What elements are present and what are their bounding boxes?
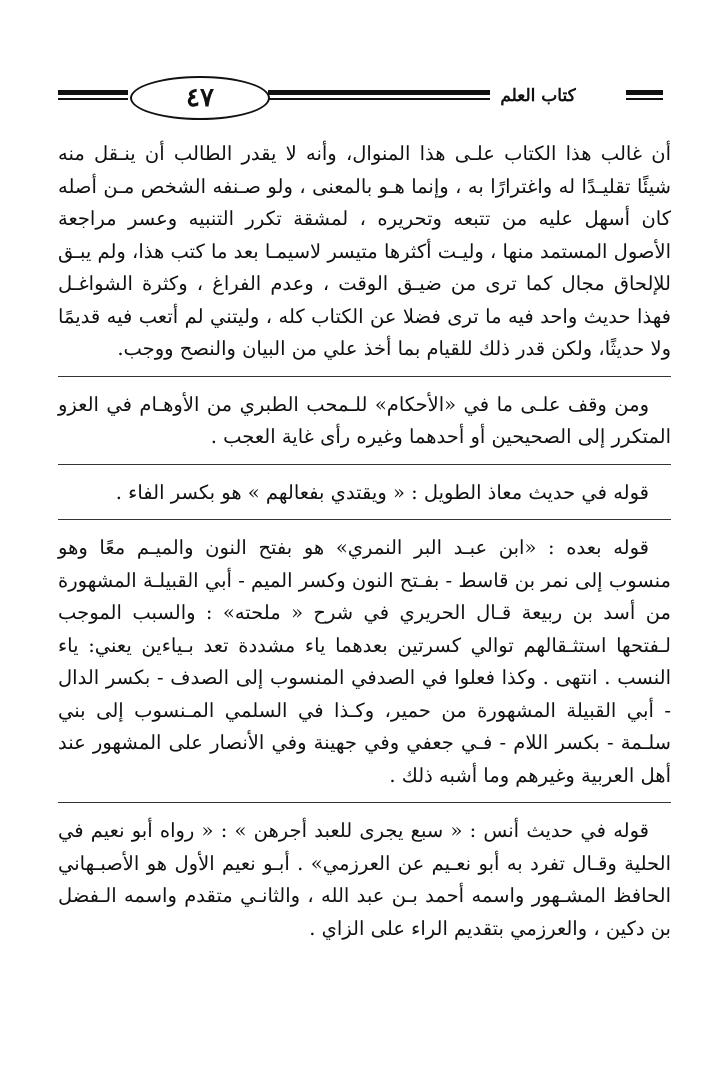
header-rule-left bbox=[58, 90, 128, 95]
page-header bbox=[58, 72, 663, 124]
paragraph-3: قوله في حديث معاذ الطويل : « ويقتدي بفعالهم » هو بكسر الفاء . bbox=[115, 480, 649, 504]
book-title: كتاب العلم bbox=[500, 86, 576, 106]
page-number-badge: ٤٧ bbox=[130, 76, 270, 120]
header-rule-right-thin bbox=[626, 98, 663, 100]
header-rule-middle bbox=[268, 90, 490, 95]
section-divider-2 bbox=[58, 464, 671, 465]
header-rule-right bbox=[626, 90, 663, 95]
header-rule-middle-thin bbox=[268, 98, 490, 100]
section-divider-1 bbox=[58, 376, 671, 377]
paragraph-1: أن غالب هذا الكتاب علـى هذا المنوال، وأنه لا يقدر الطالب أن ينـقل منه شيئًا تقليـدًا له واغترارًا به ، وإنما هـو بالمعنى ، ولو صـنفه الشخص مـن أصله كان أسهل عليه من تتبعه وتحريره ، لمشقة تكرر التنبيه وعسر مراجعة الأصول المستمد منها ، وليـت أكثرها متيسر لاسيمـا بعد ما كتب هذا، ولم يبـق للإلحاق مجال كما ترى من ضيـق الوقت ، وعدم الفراغ ، وكثرة الشواغـل فهذا حديث واحد فيه ما ترى فضلا عن الكتاب كله ، وليتني لم أتعب فيه قديمًا ولا حديثًا، ولكن قدر ذلك للقيام بما أخذ علي من البيان والنصح ووجب. bbox=[58, 142, 671, 360]
section-divider-3 bbox=[58, 519, 671, 520]
header-rule-left-thin bbox=[58, 98, 128, 100]
page-body bbox=[58, 138, 671, 945]
section-divider-4 bbox=[58, 802, 671, 803]
paragraph-4: قوله بعده : «ابن عبـد البر النمري» هو بفتح النون والميـم معًا وهو منسوب إلى نمر بن قاسط - بفـتح النون وكسر الميم - أبي القبيلـة المشهورة من أسد بن ربيعة قـال الحريري في شرح « ملحته» : والسبب الموجب لـفتحها استثـقالهم توالي كسرتين بعدهما ياء مشددة تعد بـياءين يعني: ياء النسب . انتهى . وكذا فعلوا في الصدفي المنسوب إلى الصدف - بكسر الدال - أبي القبيلة المشهورة من حمير، وكـذا في السلمي المـنسوب إلى بني سلـمة - بكسر اللام - فـي جعفي وفي جهينة وفي الأنصار على المشهور عند أهل العربية وغيرهم وما أشبه ذلك . bbox=[58, 536, 671, 787]
paragraph-5: قوله في حديث أنس : « سبع يجرى للعبد أجرهن » : « رواه أبو نعيم في الحلية وقـال تفرد به أبو نعـيم عن العرزمي» . أبـو نعيم الأول هو الأصبـهاني الحافظ المشـهور واسمه أحمد بـن عبد الله ، والثانـي متقدم واسمه الـفضل بن دكين ، والعرزمي بتقديم الراء على الزاي . bbox=[58, 819, 671, 940]
paragraph-2: ومن وقف علـى ما في «الأحكام» للـمحب الطبري من الأوهـام في العزو المتكرر إلى الصحيحين أو أحدهما وغيره رأى غاية العجب . bbox=[58, 392, 671, 448]
